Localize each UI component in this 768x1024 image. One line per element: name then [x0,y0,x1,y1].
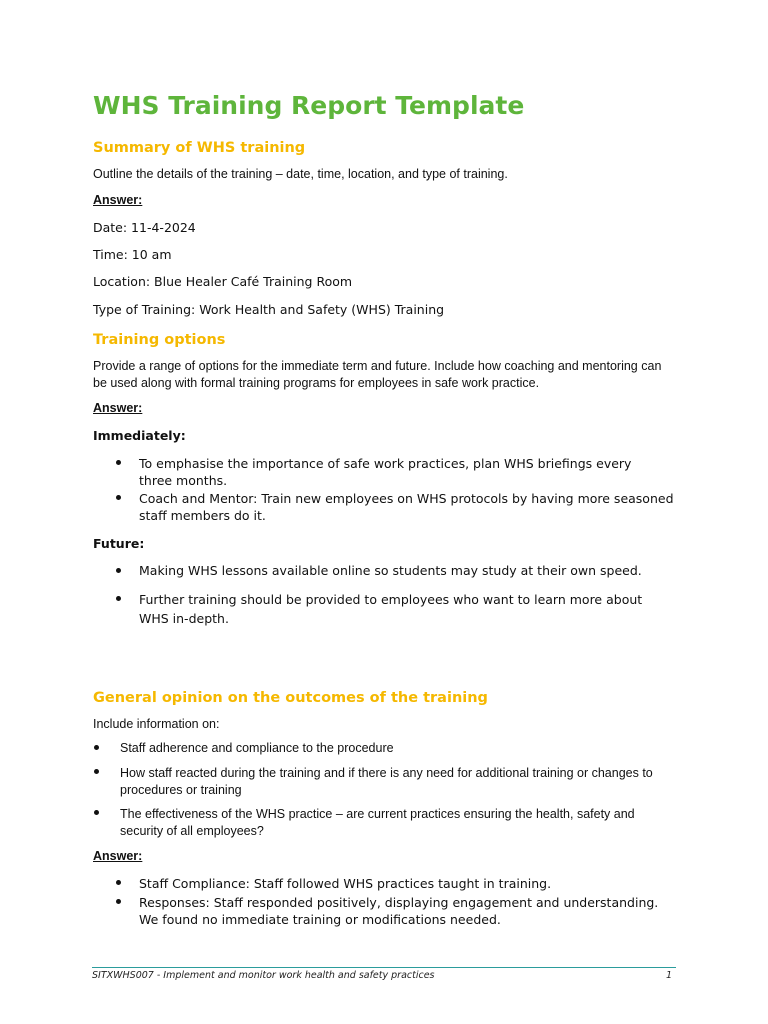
bullet-icon [94,810,99,815]
page-title: WHS Training Report Template [93,91,525,120]
page-number: 1 [666,970,673,981]
opinion-answer-label: Answer: [93,849,143,863]
opinion-item: The effectiveness of the WHS practice – are current practices ensuring the health, safety and security of all employees? [120,807,635,838]
bullet-icon [116,899,121,904]
opinion-item: Staff adherence and compliance to the procedure [120,741,394,755]
bullet-icon [94,769,99,774]
opinion-intro: Include information on: [93,717,220,731]
summary-answer-label: Answer: [93,193,143,207]
summary-location: Location: Blue Healer Café Training Room [93,274,353,289]
bullet-icon [116,460,121,465]
opinion-item: How staff reacted during the training and if there is any need for additional training or changes to procedures or training [120,766,653,797]
immediately-item: To emphasise the importance of safe work practices, plan WHS briefings every three months. [139,456,632,488]
options-answer-label: Answer: [93,401,143,415]
bullet-icon [116,495,121,500]
bullet-icon [116,568,121,573]
future-item: Making WHS lessons available online so students may study at their own speed. [139,563,642,578]
bullet-icon [94,745,99,750]
future-item: Further training should be provided to employees who want to learn more about WHS in-depth. [139,592,643,626]
summary-date: Date: 11-4-2024 [93,220,196,235]
opinion-answer-item: Staff Compliance: Staff followed WHS practices taught in training. [139,876,552,891]
bullet-icon [116,880,121,885]
opinion-answer-item: Responses: Staff responded positively, displaying engagement and understanding. We found no immediate training or modifications needed. [139,895,659,927]
footer-text: SITXWHS007 - Implement and monitor work health and safety practices [92,970,435,981]
options-immediately-label: Immediately: [93,428,186,443]
bullet-icon [116,596,121,601]
summary-type: Type of Training: Work Health and Safety (WHS) Training [93,302,445,317]
section-heading-summary: Summary of WHS training [93,140,306,156]
summary-instruction: Outline the details of the training – date, time, location, and type of training. [93,167,508,181]
immediately-item: Coach and Mentor: Train new employees on WHS protocols by having more seasoned staff members do it. [139,491,674,523]
options-instruction: Provide a range of options for the immediate term and future. Include how coaching and mentoring can be used along with formal training programs for employees in safe work practice. [93,359,662,390]
summary-time: Time: 10 am [93,247,172,262]
section-heading-options: Training options [93,332,226,348]
footer-divider [92,967,676,968]
options-future-label: Future: [93,536,145,551]
section-heading-opinion: General opinion on the outcomes of the training [93,690,488,706]
